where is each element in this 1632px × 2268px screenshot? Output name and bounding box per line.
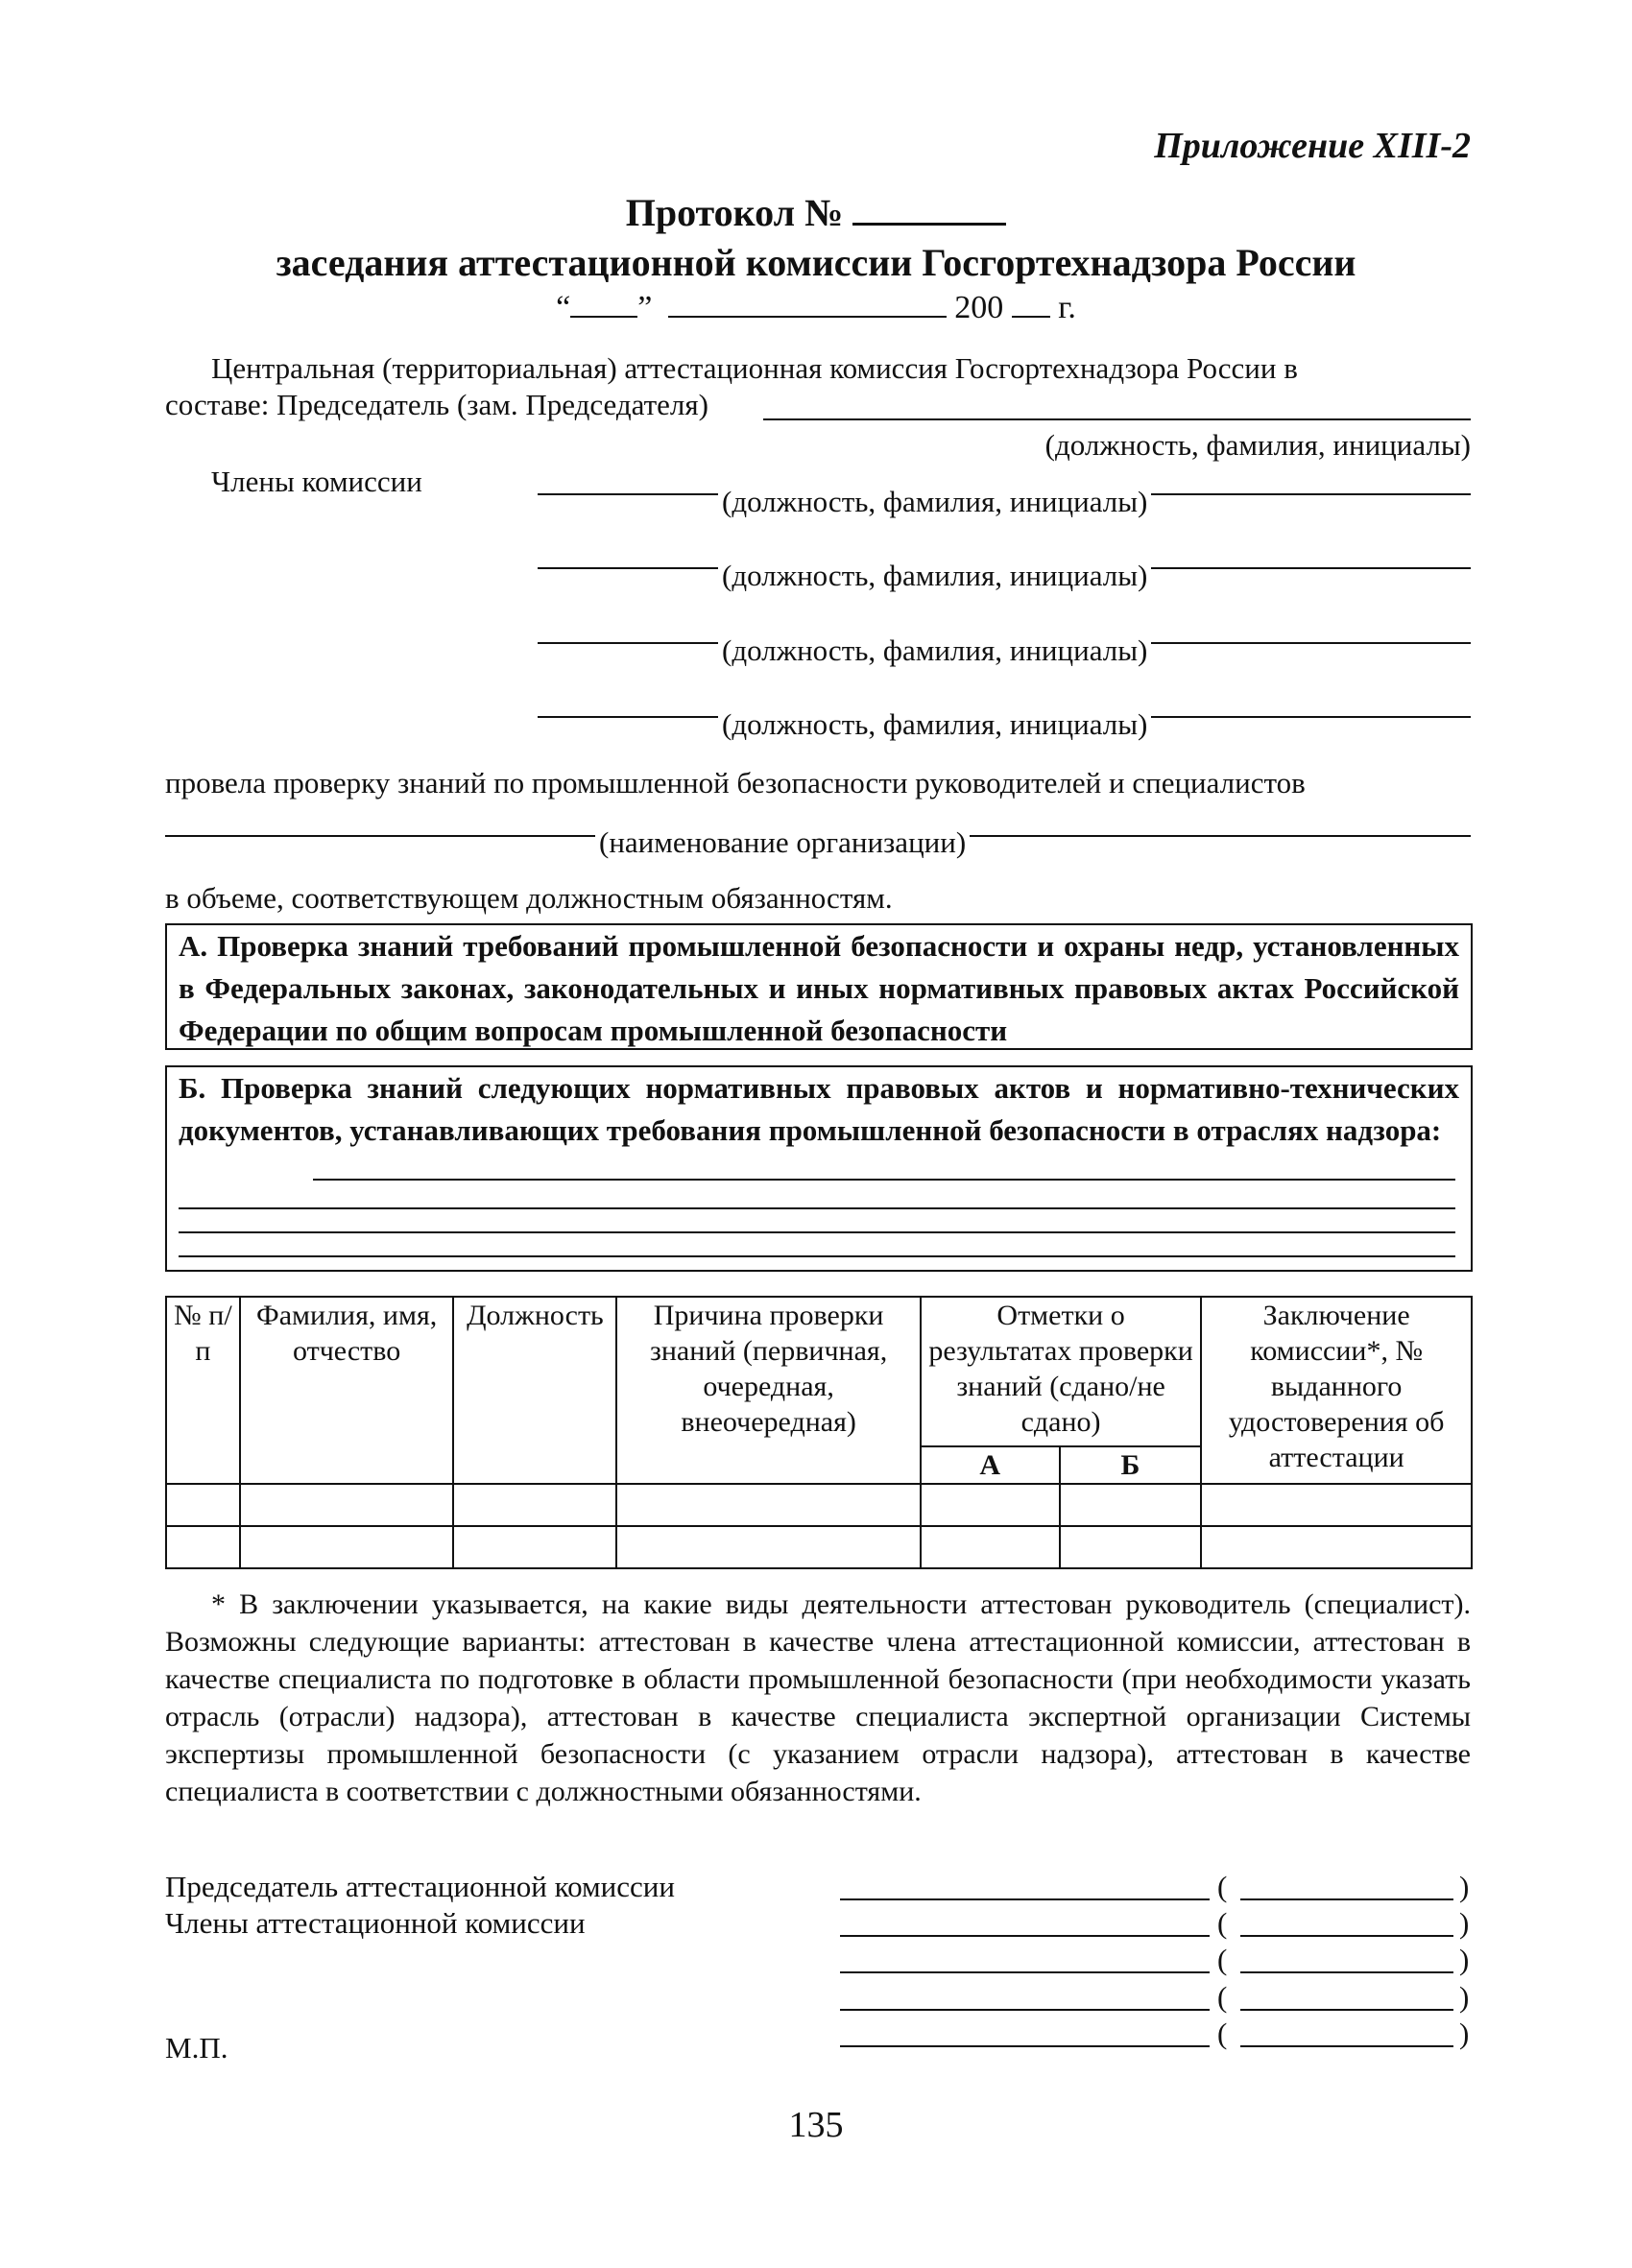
stamp-label: М.П. (165, 2031, 228, 2065)
signature-name-4[interactable] (1240, 2009, 1453, 2011)
organization-caption: (наименование организации) (595, 825, 970, 860)
protocol-date-line (0, 290, 1632, 326)
member-caption-4: (должность, фамилия, инициалы) (718, 707, 1151, 742)
signature-name-5[interactable] (1240, 2045, 1453, 2047)
header-mark-b: Б (1060, 1446, 1202, 1484)
member-caption-1: (должность, фамилия, инициалы) (718, 485, 1151, 519)
paren-close-4: ) (1459, 1980, 1470, 2014)
table-row (166, 1526, 1472, 1568)
section-a-box (165, 923, 1473, 1050)
protocol-number-blank[interactable] (852, 194, 1006, 226)
date-year: 200 (954, 290, 1004, 325)
footnote-text: * В заключении указывается, на какие виды деятельности аттестован руководитель (специалист). Возможны следующие варианты: аттестован в качестве члена аттестационной комиссии, аттестован в качестве специалиста по подготовке в области промышленной безопасности (при необходимости указать отрасль (отрасли) надзора), аттестован в качестве специалиста экспертной организации Системы экспертизы промышленной безопасности (с указанием отрасли надзора), аттестован в качестве специалиста в соответствии с должностными обязанностями. (165, 1588, 1471, 1807)
check-text: провела проверку знаний по промышленной безопасности руководителей и специалистов (165, 766, 1306, 800)
paren-open-1: ( (1217, 1870, 1228, 1903)
member-caption-2: (должность, фамилия, инициалы) (718, 559, 1151, 593)
signature-name-3[interactable] (1240, 1971, 1453, 1973)
scope-text: в объеме, соответствующем должностным обязанностям. (165, 881, 893, 915)
table-cell[interactable] (166, 1484, 240, 1526)
protocol-title (0, 190, 1632, 235)
date-month-blank[interactable] (668, 293, 947, 318)
header-marks: Отметки о результатах проверки знаний (сдано/не сдано) (921, 1297, 1201, 1446)
section-b-field-2[interactable] (179, 1207, 1455, 1209)
section-b-box (165, 1065, 1473, 1272)
table-cell[interactable] (453, 1526, 616, 1568)
table-cell[interactable] (1060, 1484, 1202, 1526)
date-day-blank[interactable] (570, 293, 637, 318)
paren-open-2: ( (1217, 1906, 1228, 1940)
chair-field[interactable] (763, 418, 1471, 420)
paren-close-2: ) (1459, 1906, 1470, 1940)
section-b-text: Б. Проверка знаний следующих нормативных правовых актов и нормативно-технических документов, устанавливающих требования промышленной безопасности в отраслях надзора: (179, 1071, 1459, 1147)
section-b-field-1[interactable] (313, 1179, 1455, 1181)
date-close-quote: ” (637, 290, 653, 325)
protocol-subtitle: заседания аттестационной комиссии Госгортехнадзора России (276, 241, 1356, 284)
signature-line-1[interactable] (840, 1898, 1210, 1900)
header-name: Фамилия, имя, отчество (240, 1297, 454, 1484)
paren-close-1: ) (1459, 1870, 1470, 1903)
members-label: Члены комиссии (211, 465, 422, 498)
table-cell[interactable] (1201, 1526, 1472, 1568)
header-position: Должность (453, 1297, 616, 1484)
table-cell[interactable] (1201, 1484, 1472, 1526)
table-cell[interactable] (616, 1526, 920, 1568)
results-table (165, 1296, 1473, 1569)
table-cell[interactable] (616, 1484, 920, 1526)
protocol-title-prefix: Протокол № (625, 191, 844, 234)
table-cell[interactable] (166, 1526, 240, 1568)
date-open-quote: “ (556, 290, 571, 325)
paren-close-3: ) (1459, 1943, 1470, 1976)
signature-name-1[interactable] (1240, 1898, 1453, 1900)
date-year-blank[interactable] (1012, 293, 1050, 318)
signature-line-4[interactable] (840, 2009, 1210, 2011)
members-signature-label: Члены аттестационной комиссии (165, 1906, 586, 1940)
table-cell[interactable] (453, 1484, 616, 1526)
table-cell[interactable] (921, 1484, 1060, 1526)
table-cell[interactable] (921, 1526, 1060, 1568)
signature-line-2[interactable] (840, 1935, 1210, 1937)
signature-line-3[interactable] (840, 1971, 1210, 1973)
date-suffix: г. (1058, 290, 1076, 325)
section-b-field-4[interactable] (179, 1255, 1455, 1257)
chair-signature-label: Председатель аттестационной комиссии (165, 1870, 675, 1903)
header-conclusion: Заключение комиссии*, № выданного удостоверения об аттестации (1201, 1297, 1472, 1484)
chair-caption: (должность, фамилия, инициалы) (1044, 428, 1471, 462)
intro-line-1: Центральная (территориальная) аттестационная комиссия Госгортехнадзора России в (211, 351, 1298, 385)
page-number: 135 (788, 2105, 844, 2145)
signature-name-2[interactable] (1240, 1935, 1453, 1937)
section-b-field-3[interactable] (179, 1231, 1455, 1233)
header-num: № п/п (166, 1297, 240, 1484)
section-a-text: А. Проверка знаний требований промышленной безопасности и охраны недр, установленных в Федеральных законах, законодательных и иных нормативных правовых актах Российской Федерации по общим вопросам промышленной безопасности (179, 929, 1459, 1047)
header-mark-a: А (921, 1446, 1060, 1484)
table-cell[interactable] (1060, 1526, 1202, 1568)
member-caption-3: (должность, фамилия, инициалы) (718, 633, 1151, 668)
paren-open-4: ( (1217, 1980, 1228, 2014)
paren-close-5: ) (1459, 2017, 1470, 2050)
table-cell[interactable] (240, 1526, 454, 1568)
paren-open-5: ( (1217, 2017, 1228, 2050)
intro-line-2: составе: Председатель (зам. Председателя) (165, 388, 708, 421)
appendix-label: Приложение XIII-2 (1154, 126, 1471, 166)
header-reason: Причина проверки знаний (первичная, очередная, внеочередная) (616, 1297, 920, 1484)
signature-line-5[interactable] (840, 2045, 1210, 2047)
table-cell[interactable] (240, 1484, 454, 1526)
table-header-row (166, 1297, 1472, 1446)
paren-open-3: ( (1217, 1943, 1228, 1976)
table-row (166, 1484, 1472, 1526)
